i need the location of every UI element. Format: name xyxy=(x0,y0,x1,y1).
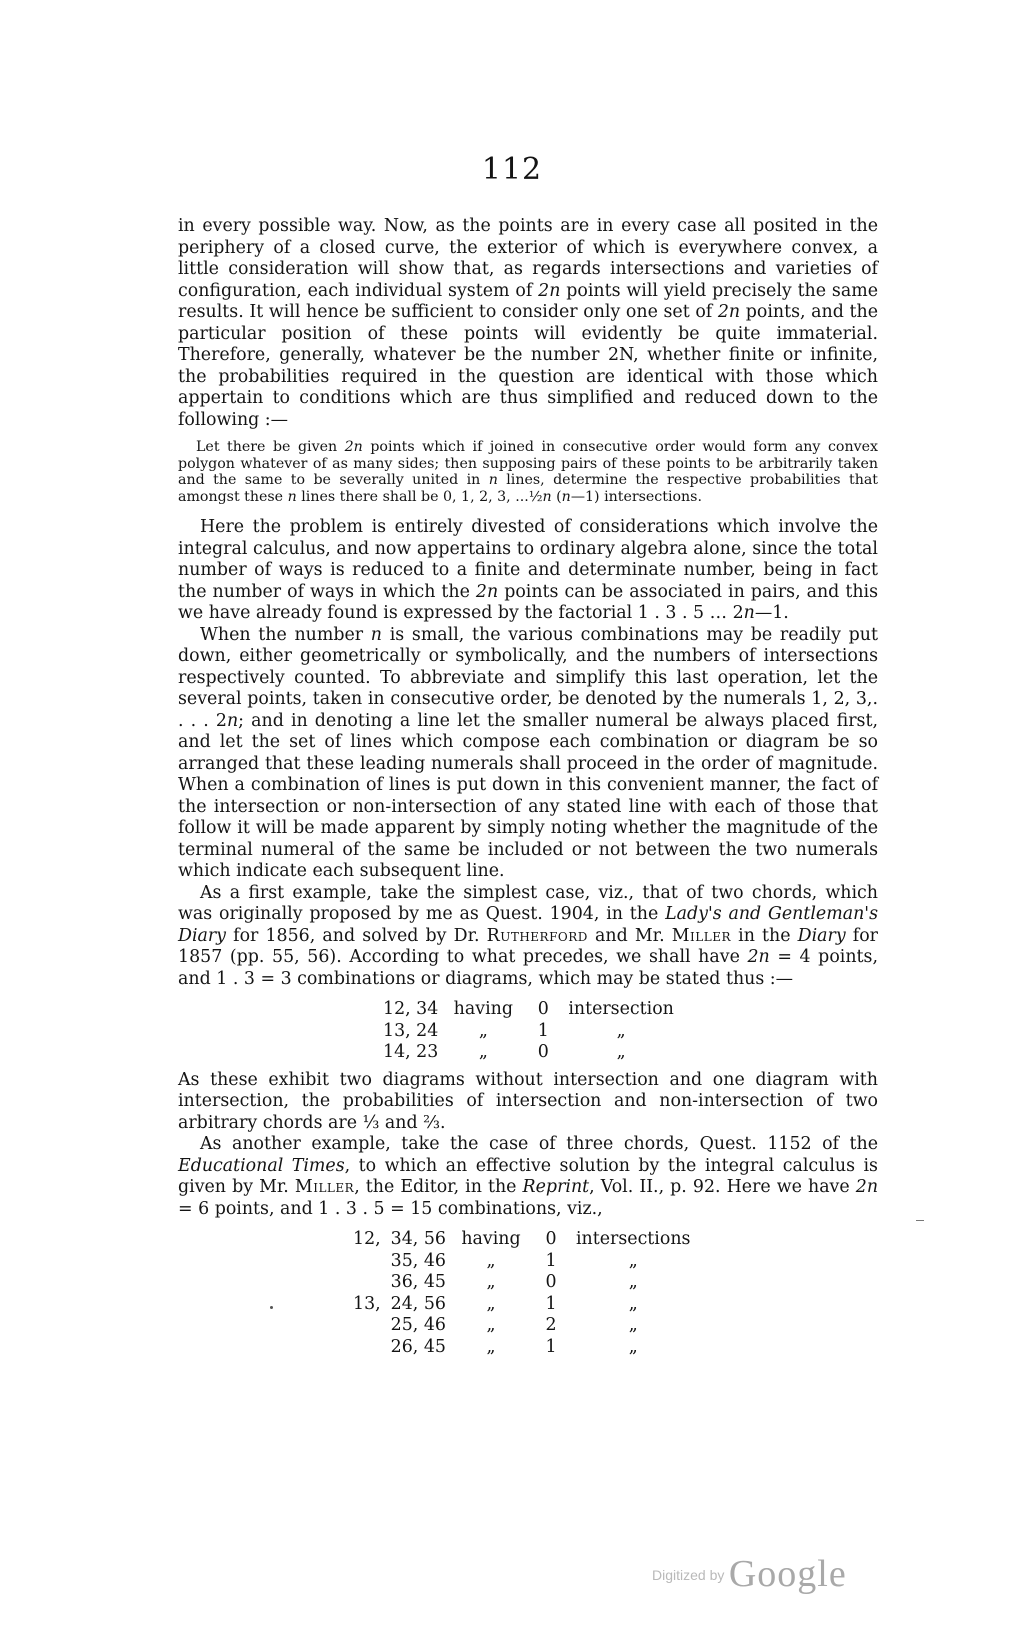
text-run: As these exhibit two diagrams without intersection and one diagram with intersection, the probabilities of intersection and non-intersection of two arbitrary chords are xyxy=(178,1069,878,1133)
math-var: n xyxy=(488,472,498,488)
google-watermark xyxy=(652,1552,847,1596)
chord-pairs: 25, 46 xyxy=(390,1315,446,1335)
ditto-mark: „ xyxy=(628,1272,638,1292)
ditto-mark: „ xyxy=(616,1020,626,1041)
lead-pair xyxy=(348,1272,386,1294)
table-row xyxy=(348,1315,695,1337)
chord-pairs: 26, 45 xyxy=(390,1336,446,1357)
publication-title: Reprint xyxy=(522,1177,590,1197)
text-run: —1) intersections. xyxy=(570,488,702,505)
text-run: for 1856, and solved by Dr. xyxy=(226,925,487,946)
intersection-count: 1 xyxy=(545,1336,557,1357)
text-run: , Vol. II., p. 92. Here we have xyxy=(589,1177,856,1197)
table-row xyxy=(378,1042,679,1064)
problem-statement xyxy=(178,439,878,505)
chord-pair: 14, 23 xyxy=(383,1042,439,1062)
intersection-count: 0 xyxy=(537,999,549,1019)
ditto-mark: „ xyxy=(478,1020,488,1041)
text-run: ( xyxy=(551,488,562,505)
intersection-count: 0 xyxy=(537,1042,549,1062)
math-var: n xyxy=(226,710,239,731)
text-run: , the Editor, in the xyxy=(354,1177,523,1197)
having-label: having xyxy=(453,999,513,1019)
text-run: in every possible way. Now, as the points are in every case all posited in the periphery of a closed curve, the exterior of which is everywhere convex, a little consideration will show that, as regards intersections and varieties of configuration, each individual system of xyxy=(178,216,878,301)
chord-pairs: 36, 45 xyxy=(390,1272,446,1292)
table-row xyxy=(378,999,679,1021)
ditto-mark: „ xyxy=(486,1315,496,1335)
author-name: Miller xyxy=(671,925,732,946)
text-run: ; and in denoting a line let the smaller numeral be always placed first, and let the set of lines which compose each combination or diagram be so arranged that these leading numerals shall proceed in the order of magnitude. When a combination of lines is put down in this convenient manner, the fact of the intersection or non-intersection of any stated line with each of those that follow it will be made apparent by simply noting whether the magnitude of the terminal numeral of the same be included or not between the two numerals which indicate each subsequent line. xyxy=(178,710,878,881)
paragraph-2 xyxy=(178,517,878,625)
ditto-mark: „ xyxy=(628,1250,638,1271)
page-number: 112 xyxy=(481,152,543,187)
text-run: Let there be given xyxy=(196,439,345,455)
chord-pairs: 24, 56 xyxy=(390,1293,446,1314)
having-label: having xyxy=(461,1229,521,1249)
lead-pair: 12, xyxy=(353,1229,381,1249)
publication-title: Educational Times xyxy=(178,1155,345,1176)
math-var: n xyxy=(370,624,382,645)
intersection-count: 1 xyxy=(545,1250,557,1271)
text-run: Here the problem is entirely divested of considerations which involve the integral calculus, and now appertains to ordinary algebra alone, since the total number of ways is reduced to a finite and determinate number, being in fact the number of ways in which the xyxy=(178,517,878,602)
intersection-count: 1 xyxy=(545,1293,557,1314)
author-name: Miller xyxy=(294,1177,355,1197)
paragraph-4 xyxy=(178,883,878,991)
table-row xyxy=(348,1294,695,1316)
chord-pair: 12, 34 xyxy=(383,999,439,1019)
math-var: 2n xyxy=(538,280,561,301)
text-run: lines there shall be 0, 1, 2, 3, ...½ xyxy=(296,488,543,505)
text-run: . xyxy=(440,1112,446,1133)
text-run: , to which an effective solution by the integral calculus is given by Mr. xyxy=(178,1155,878,1197)
table-row xyxy=(348,1251,695,1273)
text-run: for 1857 (pp. 55, 56). According to what precedes, we shall have xyxy=(178,925,879,967)
table-row xyxy=(348,1229,695,1251)
table-row xyxy=(348,1272,695,1294)
text-run: and Mr. xyxy=(587,925,672,946)
ditto-mark: „ xyxy=(486,1250,496,1271)
chord-pairs: 35, 46 xyxy=(390,1250,446,1271)
body-text xyxy=(178,216,878,1364)
google-logo: Google xyxy=(728,1553,847,1595)
publication-title: Diary xyxy=(797,925,846,946)
text-run: When the number xyxy=(200,624,371,645)
watermark-prefix: Digitized by xyxy=(652,1567,725,1583)
unit-label: intersection xyxy=(568,999,674,1019)
combinations-table-two-chords xyxy=(378,999,679,1064)
text-run: points, and the particular position of these points will evidently be quite immaterial. Therefore, generally, whatever be the number 2N, whether finite or infinite, the probabilities required in the question are identical with those which appertain to conditions which are thus simplified and reduced down to the following :— xyxy=(178,302,878,430)
text-run: in the xyxy=(731,925,798,946)
ditto-mark: „ xyxy=(628,1315,638,1335)
intersection-count: 2 xyxy=(545,1315,557,1335)
paragraph-6 xyxy=(178,1134,878,1220)
fraction: ⅔ xyxy=(423,1112,441,1133)
math-var: 2n xyxy=(747,947,770,967)
paragraph-1 xyxy=(178,216,878,431)
ditto-mark: „ xyxy=(628,1336,638,1357)
text-run: = 4 points, and 1 . 3 = 3 combinations or diagrams, which may be stated thus :— xyxy=(178,947,878,989)
text-run: points can be associated in pairs, and this we have already found is expressed by the factorial 1 . 3 . 5 … 2 xyxy=(178,581,878,623)
text-run: = 6 points, and 1 . 3 . 5 = 15 combinations, viz., xyxy=(178,1198,603,1219)
intersection-count: 0 xyxy=(545,1229,557,1249)
ditto-mark: „ xyxy=(486,1272,496,1292)
unit-label: intersections xyxy=(576,1229,691,1249)
text-run: is small, the various combinations may be readily put down, either geometrically or symbolically, and the numbers of intersections respectively counted. To abbreviate and simplify this last operation, let the several points, taken in consecutive order, be denoted by the numerals 1, 2, 3,. . . . 2 xyxy=(178,624,878,731)
ditto-mark: „ xyxy=(478,1042,488,1062)
combinations-table-three-chords xyxy=(348,1229,695,1358)
text-run: —1. xyxy=(754,603,789,623)
table-row xyxy=(378,1021,679,1043)
text-run: As a first example, take the simplest case, viz., that of two chords, which was originally proposed by me as Quest. 1904, in the xyxy=(178,882,878,924)
lead-pair xyxy=(348,1337,386,1359)
ditto-mark: „ xyxy=(628,1293,638,1314)
chord-pairs: 34, 56 xyxy=(390,1229,446,1249)
math-var: n xyxy=(743,603,755,623)
intersection-count: 0 xyxy=(545,1272,557,1292)
paragraph-3 xyxy=(178,625,878,883)
ditto-mark: „ xyxy=(486,1293,496,1314)
text-run: As another example, take the case of three chords, Quest. 1152 of the xyxy=(200,1134,878,1154)
publication-title: Lady's and Gentleman's Diary xyxy=(178,904,878,946)
lead-pair xyxy=(348,1315,386,1337)
scan-speck xyxy=(270,1306,273,1309)
text-run: points which if joined in consecutive order would form any convex polygon whatever of as many sides; then supposing pairs of these points to be arbitrarily taken and the same to be severally united in xyxy=(178,439,878,488)
fraction: ⅓ xyxy=(362,1112,380,1133)
math-var: 2n xyxy=(344,439,363,455)
chord-pair: 13, 24 xyxy=(383,1020,439,1041)
math-var: n xyxy=(287,488,297,505)
text-run: lines, determine the respective probabilities that amongst these xyxy=(178,472,878,505)
table-row xyxy=(348,1337,695,1359)
math-var: 2n xyxy=(855,1177,879,1197)
lead-pair xyxy=(348,1251,386,1273)
author-name: Rutherford xyxy=(486,925,588,946)
ditto-mark: „ xyxy=(486,1336,496,1357)
text-run: points will yield precisely the same results. It will hence be sufficient to consider only one set of xyxy=(178,280,878,322)
ditto-mark: „ xyxy=(616,1042,626,1062)
paragraph-5 xyxy=(178,1070,878,1135)
intersection-count: 1 xyxy=(537,1020,549,1041)
text-run: and xyxy=(379,1112,424,1133)
math-var: 2n xyxy=(475,581,499,602)
math-var: 2n xyxy=(717,302,741,322)
lead-pair: 13, xyxy=(353,1293,381,1314)
math-var: n xyxy=(561,488,571,505)
scan-mark xyxy=(916,1220,924,1221)
math-var: n xyxy=(542,488,552,505)
